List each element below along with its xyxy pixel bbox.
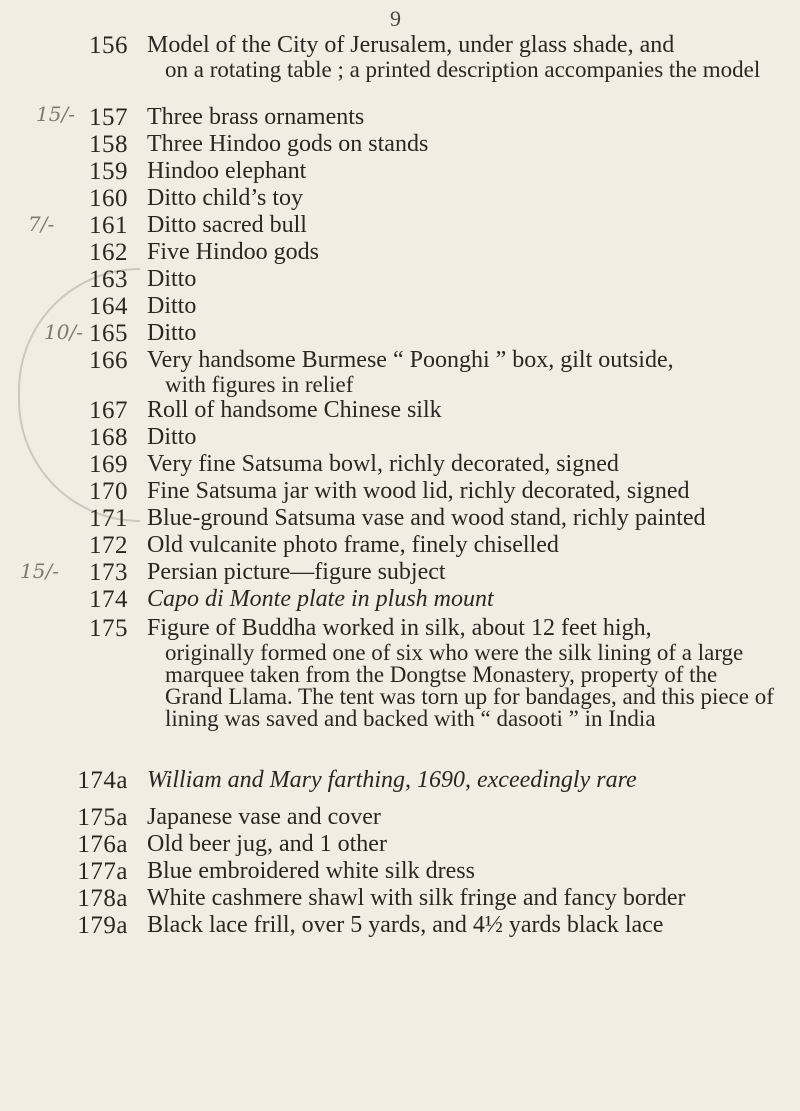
lot-number: 167 <box>89 397 128 424</box>
lot-number: 170 <box>89 478 128 505</box>
lot-description: Five Hindoo gods <box>147 239 320 265</box>
lot-number: 164 <box>89 293 128 320</box>
lot-number: 165 <box>89 320 128 347</box>
pencil-annotation: 15/- <box>36 102 75 126</box>
lot-description: Old beer jug, and 1 other <box>147 831 387 857</box>
pencil-annotation: 15/- <box>20 559 59 583</box>
lot-description: Capo di Monte plate in plush mount <box>147 586 494 612</box>
lot-number: 158 <box>89 131 128 158</box>
pencil-annotation: 10/- <box>44 320 83 344</box>
lot-number: 161 <box>89 212 128 239</box>
pencil-annotation: 7/- <box>28 212 55 236</box>
lot-description: Three Hindoo gods on stands <box>147 131 429 157</box>
lot-number: 156 <box>89 32 128 59</box>
lot-number: 178a <box>77 885 128 912</box>
lot-number: 159 <box>89 158 128 185</box>
lot-description: White cashmere shawl with silk fringe and fancy border <box>147 885 686 911</box>
lot-description: Very fine Satsuma bowl, richly decorated, signed <box>147 451 619 477</box>
lot-description: Blue embroidered white silk dress <box>147 858 475 884</box>
lot-description: Old vulcanite photo frame, finely chiselled <box>147 532 559 558</box>
lot-description: Ditto <box>147 266 197 292</box>
lot-description: Japanese vase and cover <box>147 804 381 830</box>
lot-description: Ditto <box>147 293 197 319</box>
lot-description: Ditto <box>147 320 197 346</box>
lot-number: 171 <box>89 505 128 532</box>
lot-description: Persian picture—figure subject <box>147 559 446 585</box>
lot-number: 162 <box>89 239 128 266</box>
lot-description: Figure of Buddha worked in silk, about 12 feet high, originally formed one of six who were the silk lining of a large marquee taken from the Dongtse Monastery, property of the Grand Llama. The tent was torn up for bandages, and this piece of lining was saved and backed with “ dasooti ” in India <box>147 615 774 731</box>
lot-number: 176a <box>77 831 128 858</box>
page-number: 9 <box>390 6 401 31</box>
lot-description: Ditto <box>147 424 197 450</box>
lot-description: Hindoo elephant <box>147 158 307 184</box>
lot-number: 169 <box>89 451 128 478</box>
lot-number: 177a <box>77 858 128 885</box>
lot-description: Three brass ornaments <box>147 104 365 130</box>
lot-description: William and Mary farthing, 1690, exceedingly rare <box>147 767 637 793</box>
lot-number: 166 <box>89 347 128 374</box>
lot-number: 168 <box>89 424 128 451</box>
lot-description: Blue-ground Satsuma vase and wood stand, richly painted <box>147 505 706 531</box>
lot-number: 174a <box>77 767 128 794</box>
lot-number: 175 <box>89 615 128 642</box>
lot-number: 173 <box>89 559 128 586</box>
lot-number: 163 <box>89 266 128 293</box>
lot-number: 174 <box>89 586 128 613</box>
lot-description: Black lace frill, over 5 yards, and 4½ yards black lace <box>147 912 664 938</box>
lot-description: Fine Satsuma jar with wood lid, richly decorated, signed <box>147 478 690 504</box>
lot-number: 172 <box>89 532 128 559</box>
lot-number: 160 <box>89 185 128 212</box>
lot-description: Roll of handsome Chinese silk <box>147 397 442 423</box>
lot-description: Model of the City of Jerusalem, under glass shade, and on a rotating table ; a printed description accompanies the model <box>147 32 761 82</box>
lot-number: 175a <box>77 804 128 831</box>
lot-number: 179a <box>77 912 128 939</box>
lot-number: 157 <box>89 104 128 131</box>
lot-description: Ditto child’s toy <box>147 185 303 211</box>
lot-description: Very handsome Burmese “ Poonghi ” box, gilt outside, with figures in relief <box>147 347 674 397</box>
lot-description: Ditto sacred bull <box>147 212 307 238</box>
